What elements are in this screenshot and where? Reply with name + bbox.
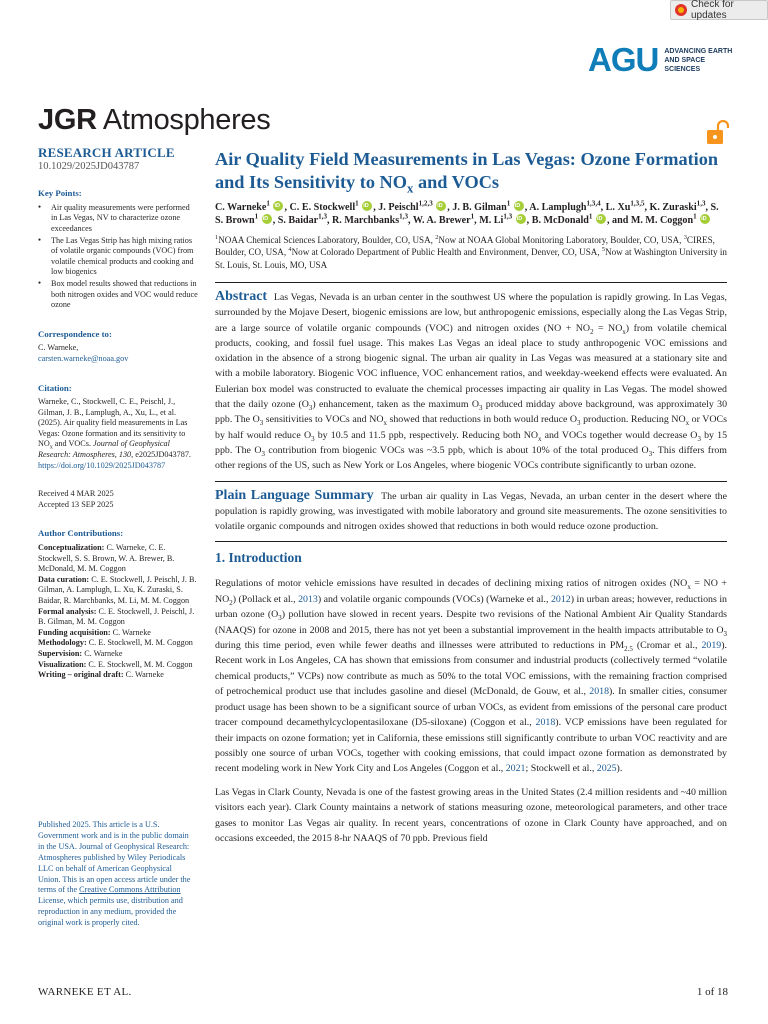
affiliation-item: NOAA Chemical Sciences Laboratory, Boulder, CO, USA, bbox=[218, 234, 436, 245]
author-contributions bbox=[38, 528, 198, 680]
author-name: W. A. Brewer bbox=[412, 215, 471, 227]
contributions-list bbox=[38, 543, 198, 681]
divider bbox=[215, 541, 727, 542]
orcid-icon[interactable] bbox=[516, 214, 526, 224]
sidebar bbox=[38, 145, 198, 695]
pls-body: The urban air quality in Las Vegas, Nevada, an urban center in the desert where the population is rapidly growing, was investigated with mobile laboratory and ground site measurements. The ozone sensitivities to volatile organic compounds and nitrogen oxides showed that reductions in both would reduce ozone production. bbox=[215, 490, 728, 533]
license-link[interactable]: Creative Commons Attribution bbox=[79, 885, 181, 895]
author-name: S. S. Brown bbox=[215, 202, 719, 227]
key-point-item: ● Air quality measurements were performed in Las Vegas, NV to characterize ozone exceedances bbox=[38, 203, 198, 235]
contribution-item: Methodology: C. E. Stockwell, M. M. Coggon bbox=[38, 638, 193, 648]
author-name: K. Zuraski bbox=[649, 202, 697, 213]
affiliation-item: CIRES, Boulder, CO, USA, bbox=[215, 234, 715, 258]
agu-logo-tagline: ADVANCING EARTH AND SPACE SCIENCES bbox=[664, 47, 733, 73]
author-name: S. Baidar bbox=[277, 215, 319, 227]
footer-page-number: 1 of 18 bbox=[696, 986, 728, 998]
author-name: J. Peischl bbox=[378, 202, 419, 213]
citation-text: Warneke, C., Stockwell, C. E., Peischl, J., Gilman, J. B., Lamplugh, A., Xu, L., et al. (2025). Air quality field measurements in Las Vegas: Ozone formation and its sensitivity to $NO_x$ and VOCs. Journal of Geophysical Research: Atmospheres, 130, e2025JD043787. https://doi.org/10.1029/2025JD043787 bbox=[38, 397, 191, 470]
footer-authors: WARNEKE ET AL. bbox=[38, 986, 132, 998]
orcid-icon[interactable] bbox=[700, 214, 710, 224]
author-name: J. B. Gilman bbox=[452, 202, 507, 213]
journal-prefix: JGR bbox=[38, 104, 97, 136]
agu-logo-mark: AGU bbox=[588, 41, 659, 78]
accepted-date: Accepted 13 SEP 2025 bbox=[38, 499, 114, 509]
check-for-updates-label: Check for updates bbox=[691, 0, 734, 21]
correspondence bbox=[38, 329, 198, 365]
citation-head: Citation: bbox=[38, 382, 72, 393]
orcid-icon[interactable] bbox=[273, 201, 283, 211]
article-title: Air Quality Field Measurements in Las Vegas: Ozone Formation and Its Sensitivity to $NO_x$ and VOCs bbox=[215, 149, 719, 196]
introduction-head: 1. Introduction bbox=[215, 550, 302, 566]
abstract-body: Las Vegas, Nevada is an urban center in the southwest US where the population is rapidly growing. In Las Vegas, surrounded by the Mojave Desert, biogenic emissions are low, but anthropogenic emissions, especially along the Las Vegas Strip, are a large source of volatile organic compounds (VOC) and nitrogen oxides $(NO + NO_2 = NO_x)$ from volatile chemical products, cooking, and fossil fuel usage. This makes Las Vegas an ideal place to study anthropogenic VOC emissions and oxidation in the absence of a strong biogenic signal. The urban air quality in Las Vegas was measured at a stationary site and with a mobile laboratory. Biogenic VOC influence, VOC enhancement ratios, and weekday-weekend effects were evaluated. An Eulerian box model was constructed to evaluate the chemical processes impacting air quality in Las Vegas. The model showed that the daily ozone $(O_3)$ enhancement, taken as the maximum $O_3$ produced midday above background, was approximately 30 ppb. The $O_3$ sensitivities to VOCs and $NO_x$ showed that reductions in both would reduce $O_3$ production. Reducing $NO_x$ or VOCs by half would reduce $O_3$ by 10.5 and 11.5 ppb, respectively. Reducing both $NO_x$ and VOCs together would decrease $O_3$ by 15 ppb. The $O_3$ contribution from biogenic VOCs was ~3.5 ppb, which is about 10% of the total produced $O_3$. This differs from other regions of the US, such as New York or Los Angeles, where biogenic VOCs contribute significantly to urban ozone. bbox=[215, 291, 728, 472]
abstract bbox=[215, 289, 727, 474]
abstract-head: Abstract bbox=[215, 288, 268, 304]
crossmark-icon bbox=[675, 4, 687, 16]
author-name: M. Li bbox=[479, 215, 504, 227]
key-point-item: ● The Las Vegas Strip has high mixing ratios of volatile organic compounds (VOC) from volatile chemical products and cooking and low biogenics bbox=[38, 236, 198, 278]
key-points-list bbox=[38, 203, 198, 311]
contribution-item: Supervision: C. Warneke bbox=[38, 648, 123, 658]
article-doi: 10.1029/2025JD043787 bbox=[38, 160, 140, 172]
received-date: Received 4 MAR 2025 bbox=[38, 489, 114, 499]
contributions-head: Author Contributions: bbox=[38, 528, 124, 539]
contribution-item: Writing – original draft: C. Warneke bbox=[38, 670, 164, 680]
affiliations: $^1$NOAA Chemical Sciences Laboratory, Boulder, CO, USA, $^2$Now at NOAA Global Monitoring Laboratory, Boulder, CO, USA, $^3$CIRES, Boulder, CO, USA, $^4$Now at Colorado Department of Public Health and Environment, Denver, CO, USA, $^5$Now at Washington University in St. Louis, St. Louis, MO, USA bbox=[215, 233, 727, 271]
correspondence-name: C. Warneke, bbox=[38, 343, 79, 353]
author-name: R. Marchbanks bbox=[332, 215, 400, 227]
contribution-item: Formal analysis: C. E. Stockwell, J. Peischl, J. B. Gilman, M. M. Coggon bbox=[38, 606, 195, 627]
check-for-updates-button[interactable] bbox=[670, 0, 768, 20]
contribution-item: Funding acquisition: C. Warneke bbox=[38, 627, 151, 637]
contribution-item: Visualization: C. E. Stockwell, M. M. Coggon bbox=[38, 659, 193, 669]
author-list: C. Warneke$^1$ iD , C. E. Stockwell$^1$ iD , J. Peischl$^{1,2,3}$ iD , J. B. Gilman$^1$ iD , A. Lamplugh$^{1,3,4}$, L. Xu$^{1,3,5}$, K. Zuraski$^{1,3}$, S. S. Brown$^1$ iD , S. Baidar$^{1,3}$, R. Marchbanks$^{1,3}$, W. A. Brewer$^1$, M. Li$^{1,3}$ iD , B. McDonald$^1$ iD , and M. M. Coggon$^1$ iD bbox=[215, 201, 727, 228]
open-access-lock-icon bbox=[706, 120, 730, 146]
contribution-item: Conceptualization: C. Warneke, C. E. Stockwell, S. S. Brown, W. A. Brewer, B. McDonald, M. M. Coggon bbox=[38, 543, 175, 574]
orcid-icon[interactable] bbox=[514, 201, 524, 211]
affiliation-item: Now at Washington University in St. Louis, St. Louis, MO, USA bbox=[215, 247, 727, 271]
correspondence-email-link[interactable]: carsten.warneke@noaa.gov bbox=[38, 353, 129, 363]
history-dates bbox=[38, 489, 198, 510]
author-name: M. M. Coggon bbox=[630, 215, 694, 227]
introduction-paragraph-2: Las Vegas in Clark County, Nevada is one of the fastest growing areas in the United States (2.4 million residents and ~40 million visitors each year). Clark County maintains a network of stations measuring ozone, meteorological parameters, and other trace gases to monitor Las Vegas air quality. In recent years, concentrations of ozone in Clark County have approached, and on occasions exceeded, the 2015 8-hr NAAQS of 70 ppb. Previous field bbox=[215, 786, 727, 844]
correspondence-head: Correspondence to: bbox=[38, 328, 112, 339]
author-name: C. E. Stockwell bbox=[289, 202, 356, 213]
author-name: C. Warneke bbox=[215, 202, 267, 213]
citation-doi-link[interactable]: https://doi.org/10.1029/2025JD043787 bbox=[38, 460, 166, 470]
author-name: A. Lamplugh bbox=[529, 202, 587, 213]
citation bbox=[38, 383, 198, 472]
article-type: RESEARCH ARTICLE bbox=[38, 145, 175, 160]
journal-name: Atmospheres bbox=[102, 104, 271, 136]
orcid-icon[interactable] bbox=[362, 201, 372, 211]
author-name: B. McDonald bbox=[531, 215, 589, 227]
divider bbox=[215, 481, 727, 482]
orcid-icon[interactable] bbox=[262, 214, 272, 224]
affiliation-item: Now at NOAA Global Monitoring Laboratory, Boulder, CO, USA, bbox=[438, 234, 684, 245]
divider bbox=[215, 282, 727, 283]
key-points-head: Key Points: bbox=[38, 188, 82, 199]
license-note: Published 2025. This article is a U.S. Government work and is in the public domain in the USA. Journal of Geophysical Research: Atmospheres published by Wiley Periodicals LLC on behalf of American Geophysical Union. This is an open access article under the terms of the Creative Commons Attribution License, which permits use, distribution and reproduction in any medium, provided the original work is properly cited. bbox=[38, 820, 191, 928]
pls-head: Plain Language Summary bbox=[215, 487, 374, 503]
introduction-paragraph-1: Regulations of motor vehicle emissions have resulted in decades of declining mixing ratios of nitrogen oxides ($NO_x$ = NO + $NO_2$) (Pollack et al., 2013) and volatile organic compounds (VOCs) (Warneke et al., 2012) in urban areas; however, reductions in urban ozone $(O_3)$ pollution have slowed in recent years. Despite two revisions of the National Ambient Air Quality Standards (NAAQS) for ozone in 2008 and 2015, there has not yet been a substantial improvement in the health impacts attributable to $O_3$ during this time period, even while fewer deaths and illnesses were attributed to reductions in $PM_{2.5}$ (Cromar et al., 2019). Recent work in Los Angeles, CA has shown that emissions from consumer and industrial products (collectively termed “volatile chemical products,” VCPs) now contribute as much as 50% to the total VOC emissions, with the remaining fraction comprised of petrochemical product use that includes gasoline and diesel (McDonald, de Gouw, et al., 2018). In smaller cities, consumer product usage has been shown to be a significant source of urban VOCs, as evident from emissions of the personal care product tracer compound decamethylcyclopentasiloxane (D5-siloxane) (Coggon et al., 2018). VCP emissions have been regulated for their impacts on ozone formation; yet in California, these emissions still significantly contribute to urban VOC reactivity and are possibly one source of urban VOCs, together with cooking emissions, that could impact ozone formation as demonstrated by recent modeling work in New York City and Los Angeles (Coggon et al., 2021; Stockwell et al., 2025). bbox=[215, 578, 728, 775]
contribution-item: Data curation: C. E. Stockwell, J. Peischl, J. B. Gilman, A. Lamplugh, L. Xu, K. Zuraski, S. Baidar, R. Marchbanks, M. Li, M. M. Coggon bbox=[38, 574, 197, 605]
key-point-item: ● Box model results showed that reductions in both nitrogen oxides and VOC would reduce ozone bbox=[38, 279, 198, 311]
author-name: L. Xu bbox=[605, 202, 631, 213]
orcid-icon[interactable] bbox=[436, 201, 446, 211]
journal-title bbox=[38, 104, 270, 137]
article-main bbox=[215, 148, 727, 846]
orcid-icon[interactable] bbox=[596, 214, 606, 224]
affiliation-item: Now at Colorado Department of Public Health and Environment, Denver, CO, USA, bbox=[291, 247, 602, 258]
agu-logo bbox=[588, 41, 734, 78]
key-points bbox=[38, 188, 198, 311]
plain-language-summary bbox=[215, 488, 727, 535]
